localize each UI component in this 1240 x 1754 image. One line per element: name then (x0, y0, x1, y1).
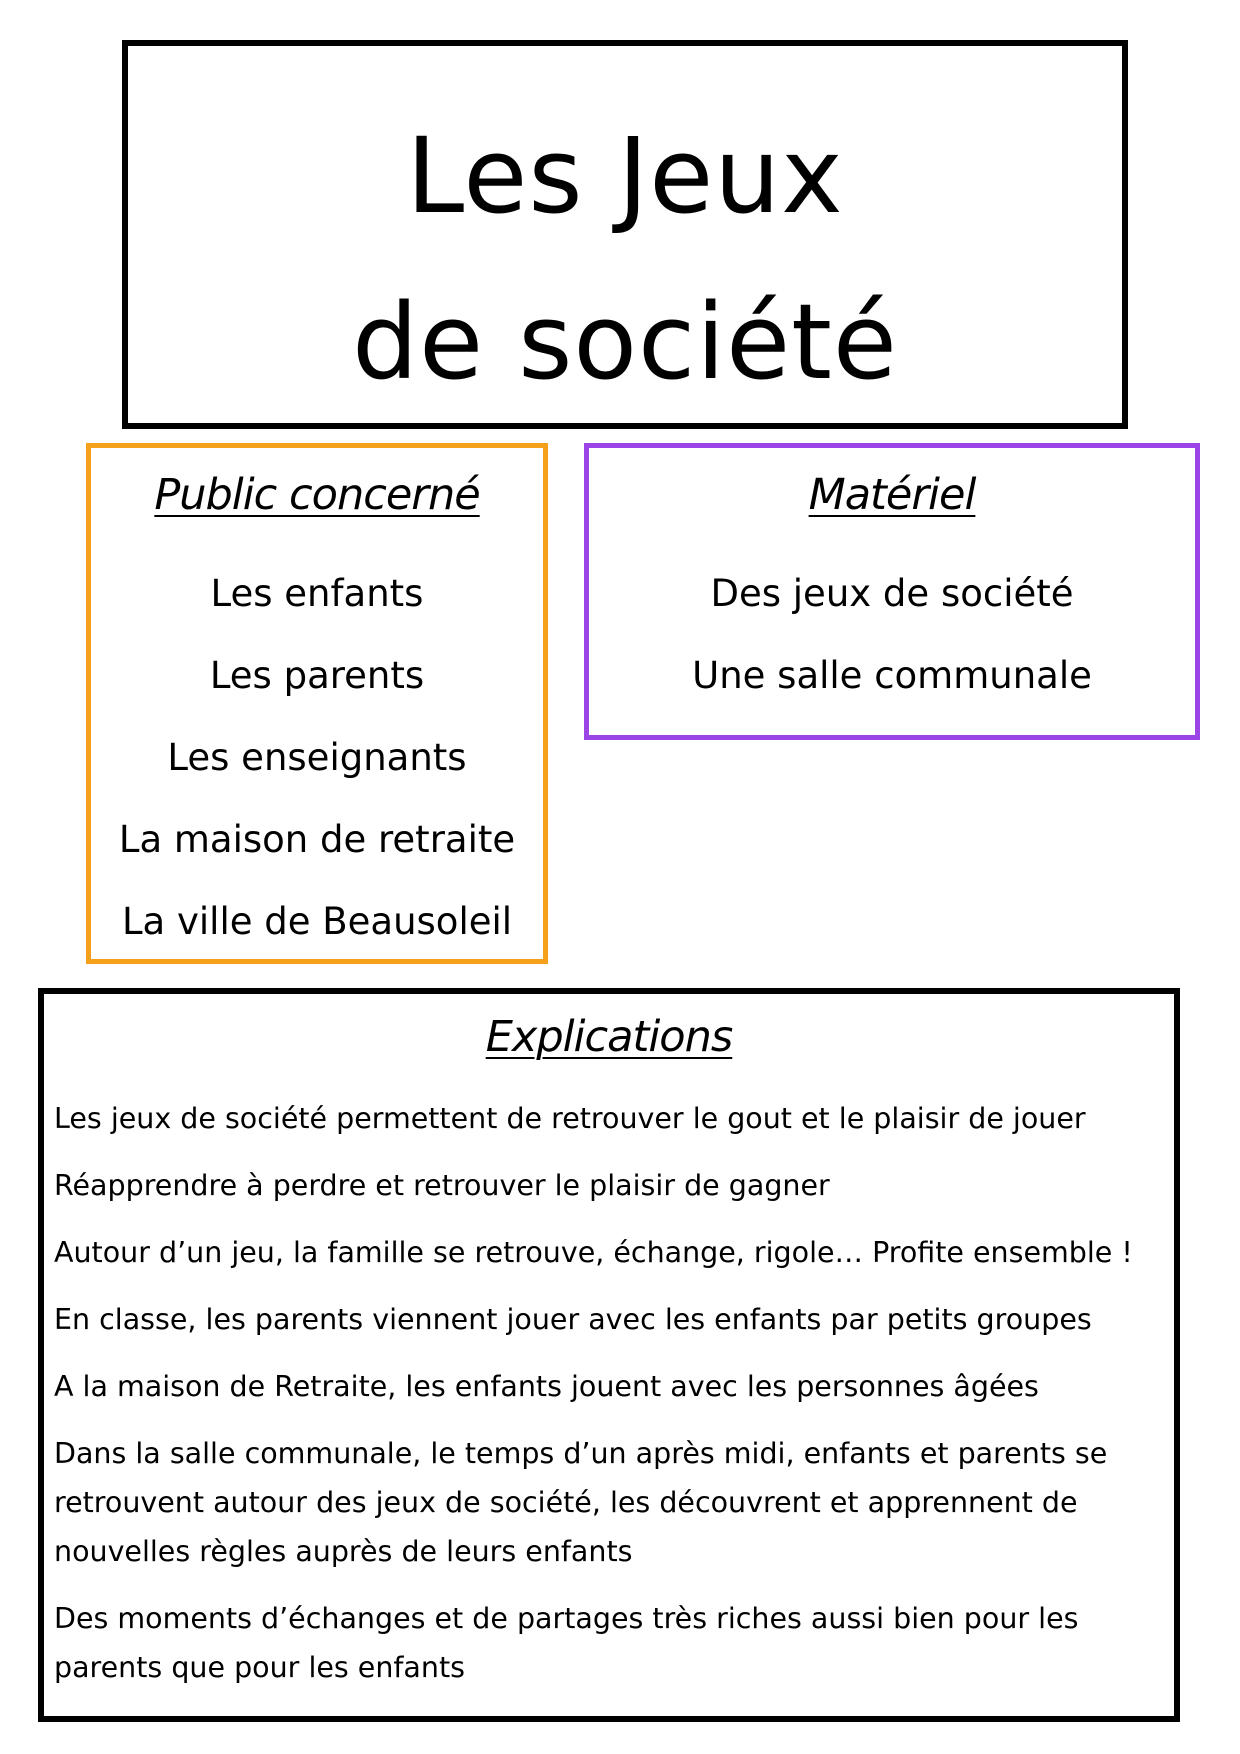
explication-paragraph: Réapprendre à perdre et retrouver le plaisir de gagner (54, 1169, 830, 1202)
explication-paragraph: Dans la salle communale, le temps d’un après midi, enfants et parents se retrouvent autour des jeux de société, les découvrent et apprennent de nouvelles règles auprès de leurs enfants (54, 1437, 1108, 1568)
explications-box (38, 988, 1180, 1722)
explication-paragraph: Les jeux de société permettent de retrouver le gout et le plaisir de jouer (54, 1102, 1086, 1135)
title-line-1: Les Jeux (406, 115, 844, 237)
materiel-list (589, 553, 1195, 717)
explication-paragraph: A la maison de Retraite, les enfants jouent avec les personnes âgées (54, 1370, 1039, 1403)
public-heading: Public concerné (154, 470, 480, 520)
title-box (122, 40, 1128, 429)
public-item: La ville de Beausoleil (121, 900, 513, 943)
title-line-2: de société (352, 281, 898, 403)
materiel-item: Une salle communale (692, 654, 1092, 697)
public-box (86, 443, 548, 964)
explications-list (54, 1094, 1154, 1710)
materiel-item: Des jeux de société (710, 572, 1074, 615)
public-item: Les enfants (210, 572, 424, 615)
public-item: La maison de retraite (118, 818, 516, 861)
explications-heading: Explications (485, 1012, 733, 1062)
public-item: Les enseignants (167, 736, 467, 779)
explication-paragraph: En classe, les parents viennent jouer avec les enfants par petits groupes (54, 1303, 1092, 1336)
explication-paragraph: Autour d’un jeu, la famille se retrouve, échange, rigole… Profite ensemble ! (54, 1236, 1133, 1269)
materiel-heading: Matériel (808, 470, 976, 520)
materiel-box (584, 443, 1200, 740)
explication-paragraph: Des moments d’échanges et de partages très riches aussi bien pour les parents que pour les enfants (54, 1602, 1079, 1684)
public-item: Les parents (209, 654, 425, 697)
public-list (91, 553, 543, 963)
